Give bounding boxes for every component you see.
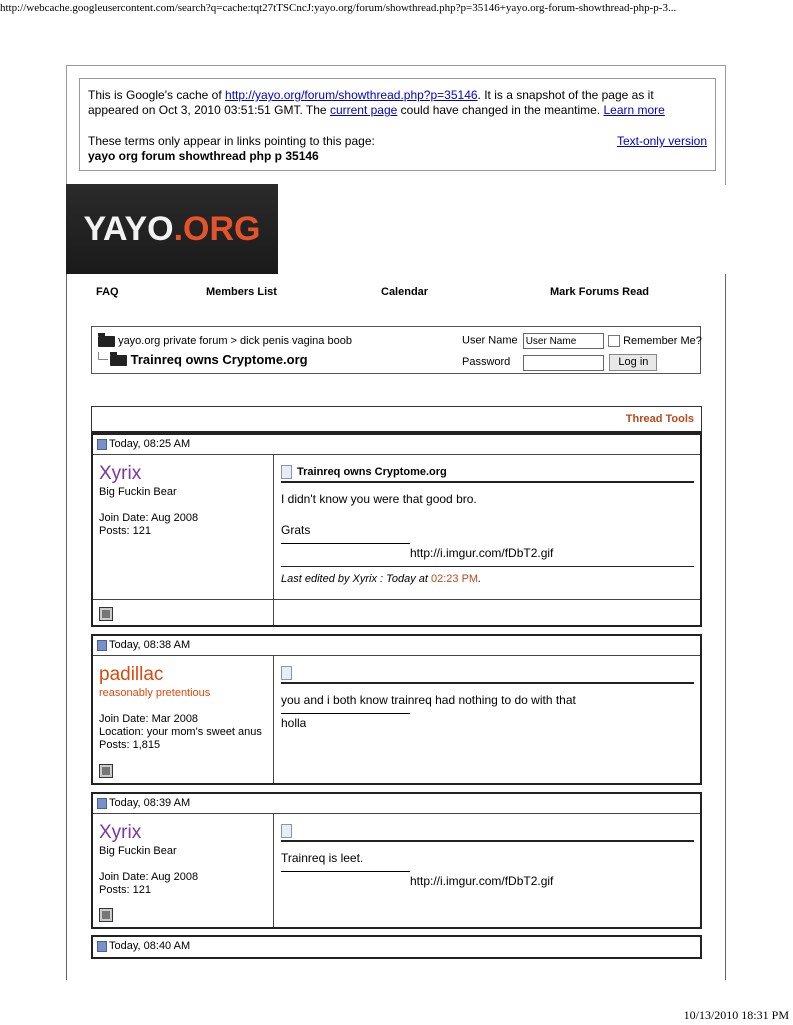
text-only-link[interactable]: Text-only version <box>616 134 707 148</box>
username-input[interactable] <box>523 333 604 349</box>
breadcrumb-path[interactable]: yayo.org private forum > dick penis vagina boob <box>118 335 352 347</box>
cached-url-link[interactable]: http://yayo.org/forum/showthread.php?p=35146 <box>225 88 478 102</box>
signature: http://i.imgur.com/fDbT2.gif <box>410 874 554 888</box>
post-body <box>281 461 694 585</box>
edit-note: Last edited by Xyrix : Today at 02:23 PM. <box>281 566 694 585</box>
remember-me-label: Remember Me? <box>623 335 702 347</box>
cache-line-2: appeared on Oct 3, 2010 03:51:51 GMT. The current page could have changed in the meantime. Learn more <box>88 103 665 117</box>
open-folder-icon <box>110 355 127 366</box>
username-link[interactable]: padillac <box>99 664 164 685</box>
post-body <box>281 662 694 730</box>
post-date: Today, 08:25 AM <box>109 438 191 450</box>
logo-part1: YAYO <box>83 209 174 248</box>
post <box>91 433 702 627</box>
username-link[interactable]: Xyrix <box>99 822 142 843</box>
post-header <box>93 636 700 656</box>
user-title: Big Fuckin Bear <box>99 486 177 498</box>
report-icon[interactable] <box>99 908 113 922</box>
site-logo[interactable] <box>66 184 278 274</box>
post-header <box>93 937 700 957</box>
breadcrumb <box>98 335 352 347</box>
post-date: Today, 08:38 AM <box>109 639 191 651</box>
folder-icon <box>98 336 115 347</box>
post-count: Posts: 121 <box>99 884 151 896</box>
navbar <box>91 326 701 374</box>
logo-part2: .ORG <box>173 209 261 248</box>
login-button[interactable]: Log in <box>609 354 657 371</box>
post-icon <box>97 439 107 450</box>
nav-members-list[interactable]: Members List <box>206 286 277 298</box>
page-icon <box>281 666 292 680</box>
username-link[interactable]: Xyrix <box>99 463 142 484</box>
post-header <box>93 794 700 814</box>
cache-terms-bold: yayo org forum showthread php p 35146 <box>88 149 319 163</box>
report-icon[interactable] <box>99 764 113 778</box>
post-body <box>281 820 694 888</box>
cache-notice <box>79 78 716 171</box>
post <box>91 935 702 959</box>
thread-title-crumb <box>98 352 308 367</box>
post-icon <box>97 640 107 651</box>
user-info <box>93 656 274 783</box>
post <box>91 634 702 785</box>
nav-calendar[interactable]: Calendar <box>381 286 429 298</box>
signature: http://i.imgur.com/fDbT2.gif <box>410 546 554 560</box>
join-date: Join Date: Mar 2008 <box>99 713 199 725</box>
post-count: Posts: 1,815 <box>99 739 161 751</box>
post-message: I didn't know you were that good bro. Grats <box>281 492 477 537</box>
signature-divider <box>281 865 410 872</box>
signature-divider <box>281 537 410 544</box>
post <box>91 792 702 929</box>
learn-more-link[interactable]: Learn more <box>603 103 665 117</box>
print-datetime: 10/13/2010 18:31 PM <box>683 1008 789 1022</box>
remember-me-checkbox[interactable] <box>608 335 620 347</box>
username-label: User Name <box>462 334 518 347</box>
post-title-row <box>281 820 694 842</box>
post-icon <box>97 798 107 809</box>
post-date: Today, 08:39 AM <box>109 797 191 809</box>
thread-title: Trainreq owns Cryptome.org <box>130 352 308 367</box>
post-message: you and i both know trainreq had nothing to do with that <box>281 693 576 707</box>
post-footer-divider <box>93 599 700 600</box>
join-date: Join Date: Aug 2008 <box>99 871 199 883</box>
user-info <box>93 814 274 927</box>
cache-line-1: This is Google's cache of http://yayo.org/forum/showthread.php?p=35146. It is a snapshot of the page as it <box>88 88 654 102</box>
current-page-link[interactable]: current page <box>329 103 398 117</box>
tree-line-icon <box>98 352 108 360</box>
password-label: Password <box>462 356 511 368</box>
post-title: Trainreq owns Cryptome.org <box>297 465 447 478</box>
cache-terms: These terms only appear in links pointing to this page: <box>88 134 375 148</box>
thread-tools-menu[interactable]: Thread Tools <box>625 413 694 425</box>
user-location: Location: your mom's sweet anus <box>99 726 262 738</box>
join-date: Join Date: Aug 2008 <box>99 512 199 524</box>
post-title-row <box>281 662 694 684</box>
post-header <box>93 435 700 455</box>
report-icon[interactable] <box>99 607 113 621</box>
nav-mark-forums-read[interactable]: Mark Forums Read <box>550 286 650 298</box>
post-message: Trainreq is leet. <box>281 851 364 865</box>
user-title: Big Fuckin Bear <box>99 845 177 857</box>
post-date: Today, 08:40 AM <box>109 940 191 952</box>
post-count: Posts: 121 <box>99 525 151 537</box>
browser-url: http://webcache.googleusercontent.com/search?q=cache:tqt27tTSCncJ:yayo.org/forum/showthread.php?p=35146+yayo.org-forum-showthread-php-p-3... <box>0 2 677 14</box>
signature: holla <box>281 716 307 730</box>
nav-faq[interactable]: FAQ <box>96 286 119 298</box>
password-input[interactable] <box>523 355 604 371</box>
page-icon <box>281 824 292 838</box>
post-title-row <box>281 461 694 483</box>
page-icon <box>281 465 292 479</box>
signature-divider <box>281 707 410 714</box>
post-icon <box>97 941 107 952</box>
thread-tools-bar <box>91 406 702 433</box>
user-title: reasonably pretentious <box>99 687 211 699</box>
